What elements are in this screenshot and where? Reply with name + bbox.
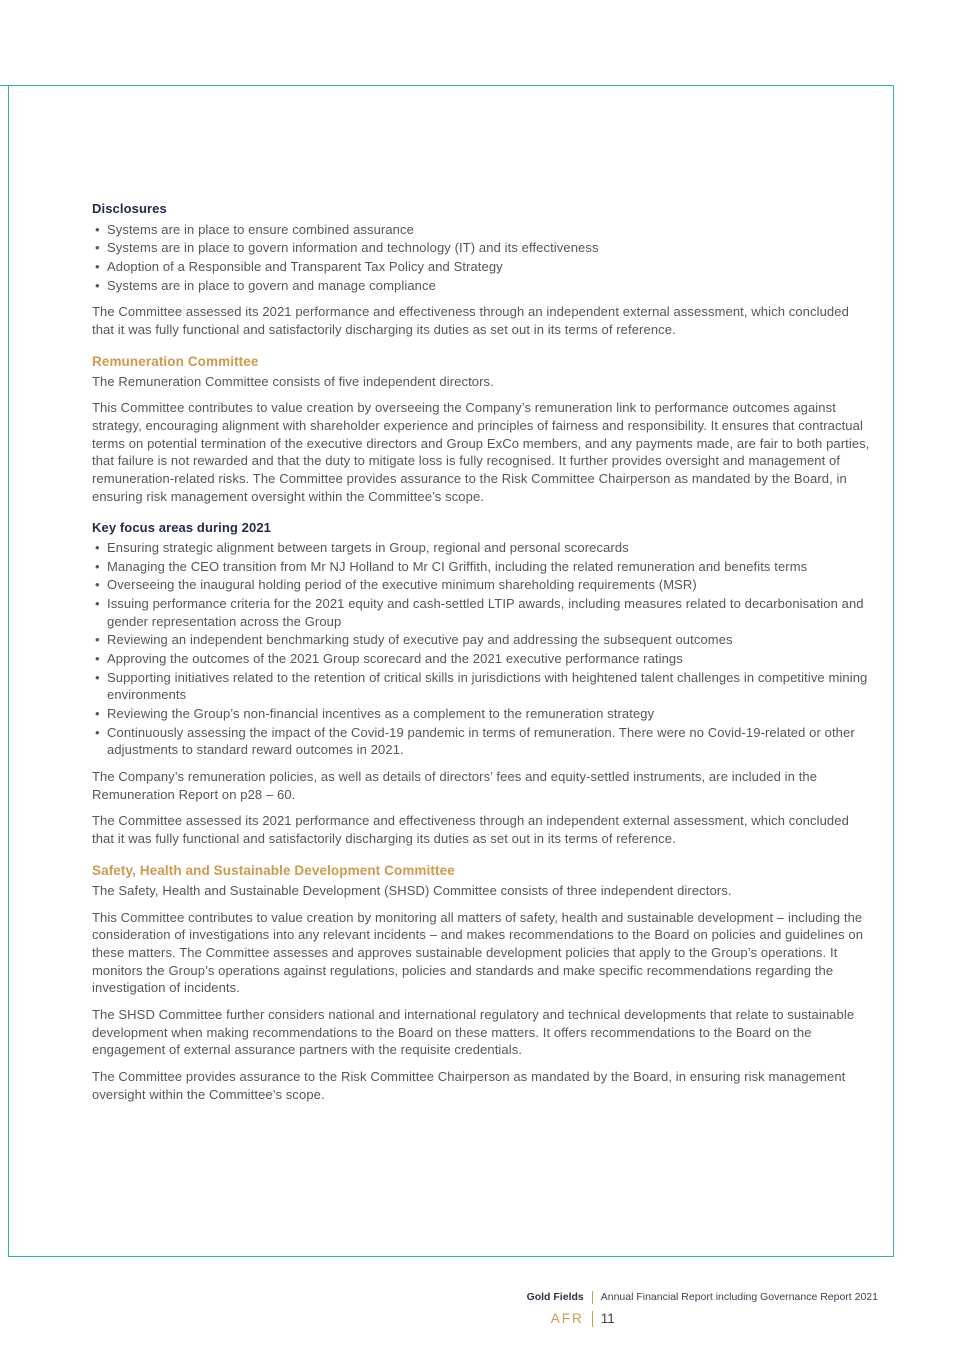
bullet-item: • Adoption of a Responsible and Transparent Tax Policy and Strategy — [92, 258, 872, 276]
paragraph-shsd-body1: This Committee contributes to value creation by monitoring all matters of safety, health and sustainable development – including the consideration of investigations into any relevant incidents – and makes recommendations to the Board on policies and guidelines on these matters. The Committee assesses and approves sustainable development policies that apply to the Group’s operations. It monitors the Group’s operations against regulations, policies and standards and make specific recommendations regarding the investigation of incidents. — [92, 909, 864, 996]
bullet-item: • Reviewing an independent benchmarking study of executive pay and addressing the subsequent outcomes — [92, 631, 872, 649]
page-content — [92, 200, 872, 1103]
page-border-bleed — [0, 85, 9, 86]
bullet-item: • Systems are in place to govern and manage compliance — [92, 277, 872, 295]
bullet-item: • Approving the outcomes of the 2021 Group scorecard and the 2021 executive performance ratings — [92, 650, 872, 668]
footer-brand: Gold Fields — [527, 1291, 593, 1304]
bullet-item: • Reviewing the Group’s non-financial incentives as a complement to the remuneration strategy — [92, 705, 872, 723]
bullet-item: • Systems are in place to ensure combined assurance — [92, 221, 872, 239]
bullet-item: • Systems are in place to govern information and technology (IT) and its effectiveness — [92, 239, 872, 257]
section-heading-disclosures: Disclosures — [92, 201, 167, 216]
bullet-item: • Issuing performance criteria for the 2021 equity and cash-settled LTIP awards, including measures related to decarbonisation and gender representation across the Group — [92, 595, 872, 630]
bullet-item: • Supporting initiatives related to the retention of critical skills in jurisdictions with heightened talent challenges in competitive mining environments — [92, 669, 872, 704]
key-focus-list — [92, 539, 872, 759]
paragraph-remuneration-body: This Committee contributes to value creation by overseeing the Company’s remuneration link to performance outcomes against strategy, encouraging alignment with shareholder experience and principles of fairness and responsibility. It ensures that contractual terms on potential termination of the executive directors and Group ExCo members, and any payments made, are fair to both parties, that failure is not rewarded and that the duty to mitigate loss is fully recognised. It further provides oversight and management of remuneration-related risks. The Committee provides assurance to the Risk Committee Chairperson as mandated by the Board, in ensuring risk management oversight within the Committee’s scope. — [92, 400, 870, 504]
bullet-item: • Overseeing the inaugural holding period of the executive minimum shareholding requirements (MSR) — [92, 576, 872, 594]
paragraph-remuneration-assessment: The Committee assessed its 2021 performance and effectiveness through an independent external assessment, which concluded that it was fully functional and satisfactorily discharging its duties as set out in its terms of reference. — [92, 813, 849, 847]
bullet-item: • Ensuring strategic alignment between targets in Group, regional and personal scorecards — [92, 539, 872, 557]
section-heading-remuneration-committee: Remuneration Committee — [92, 353, 259, 369]
bullet-item: • Managing the CEO transition from Mr NJ Holland to Mr CI Griffith, including the related remuneration and benefits terms — [92, 558, 872, 576]
paragraph-disclosures-assessment: The Committee assessed its 2021 performance and effectiveness through an independent external assessment, which concluded that it was fully functional and satisfactorily discharging its duties as set out in its terms of reference. — [92, 304, 849, 337]
page-footer — [527, 1291, 878, 1327]
footer-page-number: 11 — [600, 1311, 615, 1326]
paragraph-remuneration-policies: The Company’s remuneration policies, as well as details of directors’ fees and equity-settled instruments, are included in the Remuneration Report on p28 – 60. — [92, 769, 818, 802]
section-heading-key-focus-areas: Key focus areas during 2021 — [92, 519, 271, 535]
paragraph-shsd-intro: The Safety, Health and Sustainable Development (SHSD) Committee consists of three independent directors. — [92, 883, 732, 899]
paragraph-shsd-body2: The SHSD Committee further considers national and international regulatory and technical developments that relate to sustainable development when making recommendations to the Board on these matters. It offers recommendations to the Board on the engagement of external assurance partners with the requisite credentials. — [92, 1007, 855, 1058]
section-heading-shsd-committee: Safety, Health and Sustainable Development Committee — [92, 862, 455, 878]
paragraph-remuneration-intro: The Remuneration Committee consists of five independent directors. — [92, 373, 494, 389]
paragraph-shsd-body3: The Committee provides assurance to the Risk Committee Chairperson as mandated by the Board, in ensuring risk management oversight within the Committee’s scope. — [92, 1069, 846, 1102]
disclosures-list — [92, 221, 872, 295]
bullet-item: • Continuously assessing the impact of the Covid-19 pandemic in terms of remuneration. There were no Covid-19-related or other adjustments to standard reward outcomes in 2021. — [92, 724, 872, 759]
footer-report-title: Annual Financial Report including Governance Report 2021 — [600, 1291, 878, 1303]
footer-section-code: AFR — [527, 1311, 593, 1327]
